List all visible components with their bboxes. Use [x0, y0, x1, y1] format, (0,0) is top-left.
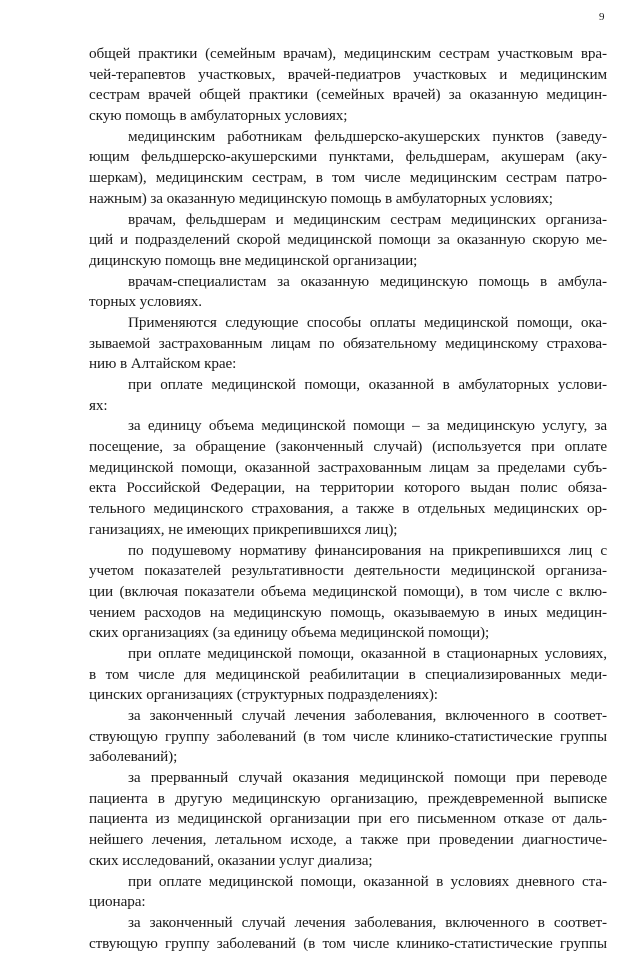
text-line: за законченный случай лечения заболевания, включенного в соответ- — [128, 913, 607, 931]
text-line: врачам-специалистам за оказанную медицинскую помощь в амбула- — [128, 272, 607, 290]
text-line: в том числе для медицинской реабилитации в специализированных меди- — [89, 665, 607, 683]
text-line: екта Российской Федерации, на территории которого выдан полис обяза- — [89, 479, 607, 497]
text-line: ганизациях, не имеющих прикрепившихся лиц); — [89, 520, 398, 538]
page-number: 9 — [599, 11, 605, 23]
text-line: при оплате медицинской помощи, оказанной в стационарных условиях, — [128, 644, 607, 662]
text-line: ских исследований, оказании услуг диализа; — [89, 851, 373, 869]
text-line: медицинской помощи, оказанной застрахованным лицам за пределами субъ- — [89, 458, 607, 476]
text-line: за единицу объема медицинской помощи – за медицинскую услугу, за — [128, 417, 607, 435]
text-line: нию в Алтайском крае: — [89, 355, 237, 373]
text-line: пациента из медицинской организации при его письменном отказе от даль- — [89, 810, 607, 828]
text-line: ствующую группу заболеваний (в том числе клинико-статистические группы — [89, 934, 607, 952]
text-line: нажным) за оказанную медицинскую помощь в амбулаторных условиях; — [89, 189, 553, 207]
text-line: пациента в другую медицинскую организацию, преждевременной выписке — [89, 789, 607, 807]
text-line: нейшего лечения, летальном исходе, а также при проведении диагностиче- — [89, 831, 607, 849]
text-line: при оплате медицинской помощи, оказанной в амбулаторных услови- — [128, 376, 607, 393]
text-line: посещение, за обращение (законченный случай) (используется при оплате — [89, 438, 607, 456]
text-line: за прерванный случай оказания медицинской помощи при переводе — [128, 769, 607, 787]
text-line: ций и подразделений скорой медицинской помощи за оказанную скорую ме- — [89, 231, 607, 249]
text-line: тельного медицинского страхования, а также в отдельных медицинских ор- — [89, 500, 607, 518]
text-line: ях: — [89, 396, 108, 414]
text-line: заболеваний); — [89, 748, 178, 766]
text-line: за законченный случай лечения заболевания, включенного в соответ- — [128, 707, 607, 724]
text-line: при оплате медицинской помощи, оказанной в условиях дневного ста- — [128, 872, 607, 890]
text-line: ции (включая показатели объема медицинской помощи), в том числе с вклю- — [89, 582, 607, 600]
text-line: общей практики (семейным врачам), медицинским сестрам участковым вра- — [89, 45, 607, 62]
text-line: по подушевому нормативу финансирования на прикрепившихся лиц с — [128, 541, 607, 559]
text-line: чением расходов на медицинскую помощь, оказываемую в иных медицин- — [89, 603, 607, 621]
text-line: шеркам), медицинским сестрам, в том числе медицинским сестрам патро- — [89, 169, 607, 187]
text-line: Применяются следующие способы оплаты медицинской помощи, ока- — [128, 313, 607, 331]
text-line: торных условиях. — [89, 293, 202, 311]
text-line: скую помощь в амбулаторных условиях; — [89, 107, 348, 125]
text-line: цинских организациях (структурных подразделениях): — [89, 686, 438, 704]
text-line: ствующую группу заболеваний (в том числе клинико-статистические группы — [89, 727, 607, 745]
text-line: ющим фельдшерско-акушерскими пунктами, фельдшерам, акушерам (аку- — [89, 148, 607, 166]
text-line: врачам, фельдшерам и медицинским сестрам медицинских организа- — [128, 210, 607, 228]
text-line: ционара: — [89, 893, 146, 911]
text-line: ских организациях (за единицу объема медицинской помощи); — [89, 624, 490, 642]
text-line: чей-терапевтов участковых, врачей-педиатров участковых и медицинским — [89, 65, 607, 83]
text-line: дицинскую помощь вне медицинской организации; — [89, 251, 418, 269]
text-line: учетом показателей результативности деятельности медицинской организа- — [89, 562, 607, 580]
text-line: сестрам врачей общей практики (семейных врачей) за оказанную медицин- — [89, 86, 607, 104]
body-text — [89, 44, 607, 954]
text-line: медицинским работникам фельдшерско-акушерских пунктов (заведу- — [128, 127, 607, 145]
text-line: зываемой застрахованным лицам по обязательному медицинскому страхова- — [89, 334, 607, 352]
